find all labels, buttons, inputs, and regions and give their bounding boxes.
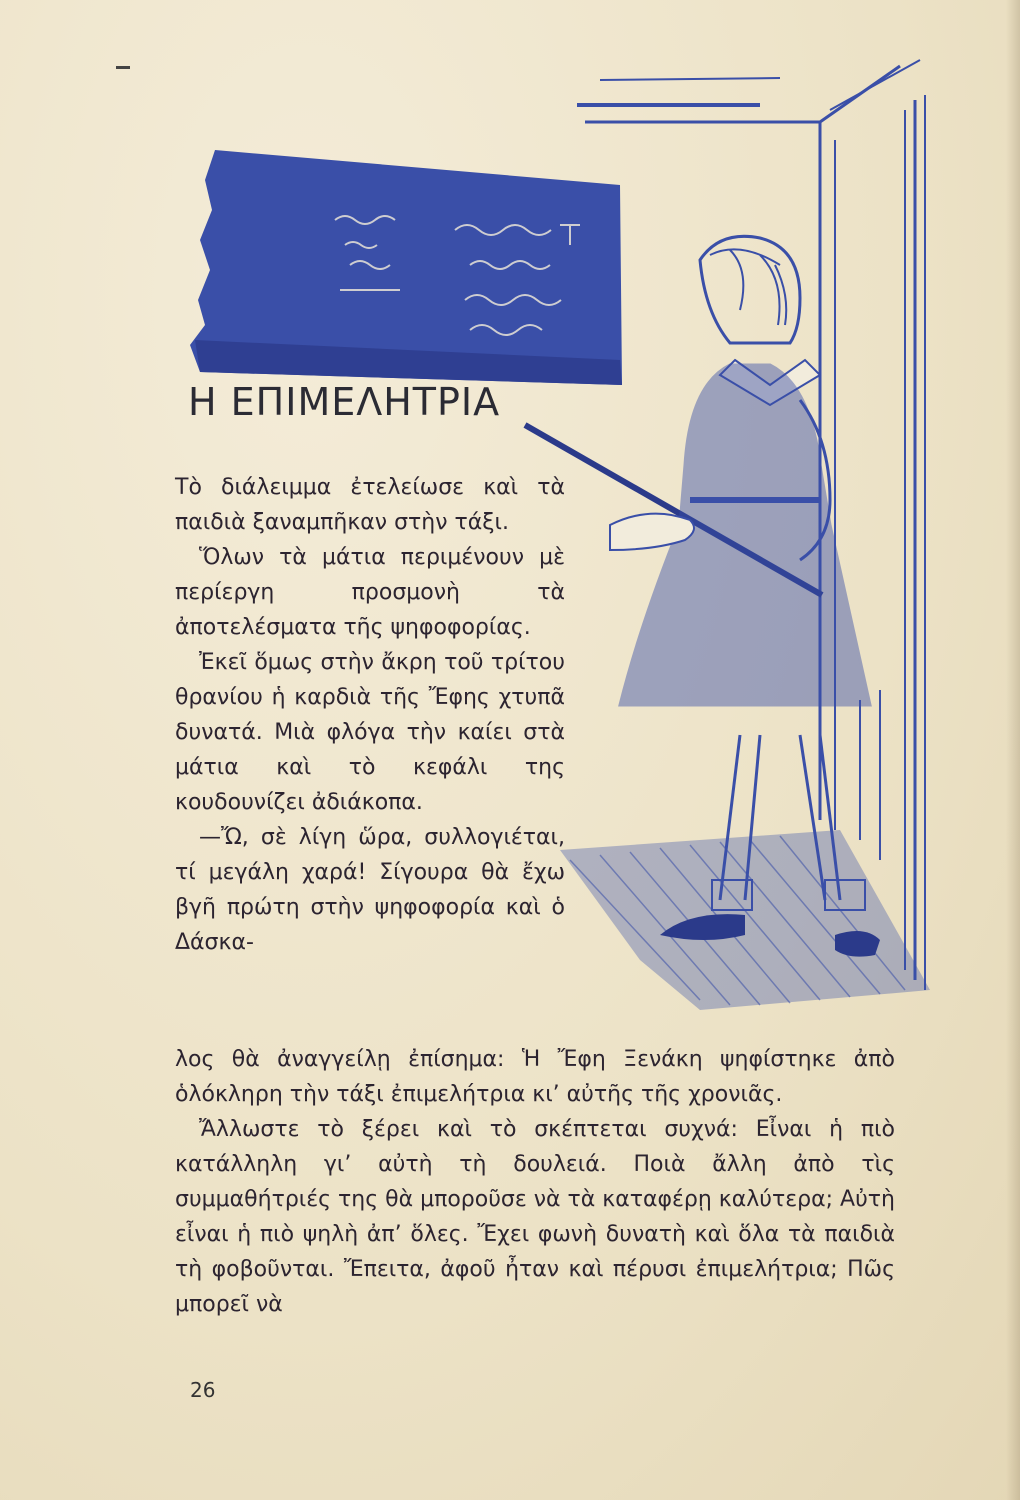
paragraph: Τὸ διάλειμμα ἐτελείωσε καὶ τὰ παιδιὰ ξαναμπῆκαν στὴν τάξι. <box>175 475 565 535</box>
paragraph: λος θὰ ἀναγγείλῃ ἐπίσημα: Ἡ Ἔφη Ξενάκη ψηφίστηκε ἀπὸ ὁλόκληρη τὴν τάξι ἐπιμελήτρια κι’ αὐτῆς τῆς χρονιᾶς. <box>175 1047 895 1107</box>
paragraph: Ὅλων τὰ μάτια περιμένουν μὲ περίεργη προσμονὴ τὰ ἀποτελέσματα τῆς ψηφοφορίας. <box>175 545 565 640</box>
full-width-text <box>175 1042 895 1322</box>
chapter-title: Η ΕΠΙΜΕΛΗΤΡΙΑ <box>188 380 501 424</box>
page-number: 26 <box>190 1378 216 1402</box>
paragraph: Ἐκεῖ ὅμως στὴν ἄκρη τοῦ τρίτου θρανίου ἡ καρδιὰ τῆς Ἔφης χτυπᾶ δυνατά. Μιὰ φλόγα τὴν καίει στὰ μάτια καὶ τὸ κεφάλι της κουδουνίζει ἀδιάκοπα. <box>175 650 565 815</box>
paragraph: Ἄλλωστε τὸ ξέρει καὶ τὸ σκέπτεται συχνά: Εἶναι ἡ πιὸ κατάλληλη γι’ αὐτὴ τὴ δουλειά. Ποιὰ ἄλλη ἀπὸ τὶς συμμαθήτριές της θὰ μποροῦσε νὰ τὰ καταφέρῃ καλύτερα; Αὐτὴ εἶναι ἡ πιὸ ψηλὴ ἀπ’ ὅλες. Ἔχει φωνὴ δυνατὴ καὶ ὅλα τὰ παιδιὰ τὴ φοβοῦνται. Ἔπειτα, ἀφοῦ ἦταν καὶ πέρυσι ἐπιμελήτρια; Πῶς μπορεῖ νὰ <box>175 1117 895 1317</box>
narrow-column-text <box>175 470 565 960</box>
paragraph: —Ὤ, σὲ λίγη ὥρα, συλλογιέται, τί μεγάλη χαρά! Σίγουρα θὰ ἔχω βγῆ πρώτη στὴν ψηφοφορία καὶ ὁ Δάσκα- <box>175 825 565 955</box>
